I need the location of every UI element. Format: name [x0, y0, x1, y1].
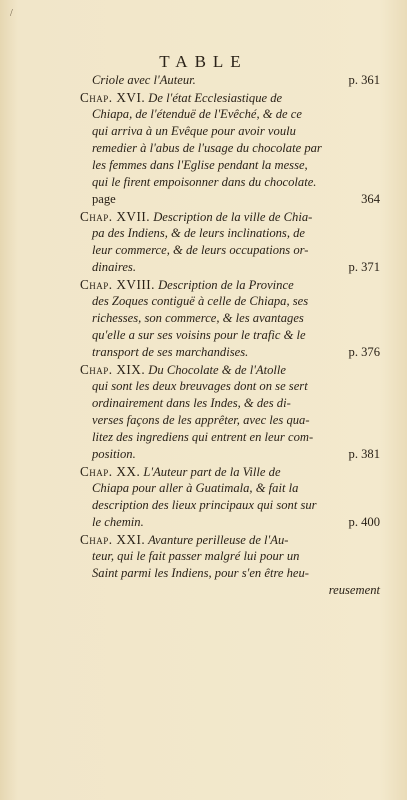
entry-line: pa des Indiens, & de leurs inclinations, de — [92, 226, 306, 240]
page-number: p. 371 — [348, 260, 380, 274]
entry-line: remedier à l'abus de l'usage du chocolate par — [92, 141, 322, 155]
entry-line: Description de la Province — [158, 278, 294, 292]
toc-entry — [80, 208, 380, 276]
toc-entry — [80, 276, 380, 361]
entry-line: reusement — [328, 583, 380, 597]
chapter-label: Chap. XX. — [80, 464, 141, 479]
entry-line: teur, qui le fait passer malgré lui pour un — [92, 549, 300, 563]
toc-entry — [80, 531, 380, 599]
page-number: 364 — [361, 192, 380, 206]
entry-line: Du Chocolate & de l'Atolle — [148, 363, 286, 377]
toc-entry — [80, 463, 380, 531]
entry-line: leur commerce, & de leurs occupations or- — [92, 243, 309, 257]
entry-line: qui arriva à un Evêque pour avoir voulu — [92, 124, 296, 138]
entry-line: qui sont les deux breuvages dont on se sert — [92, 379, 308, 393]
chapter-label: Chap. XIX. — [80, 362, 146, 377]
entry-line: De l'état Ecclesiastique de — [148, 91, 283, 105]
page-number: p. 381 — [348, 447, 380, 461]
margin-mark: / — [10, 8, 13, 19]
table-of-contents — [80, 72, 380, 599]
continued-entry — [80, 72, 380, 89]
chapter-label: Chap. XXI. — [80, 532, 146, 547]
entry-line: transport de ses marchandises. — [92, 345, 249, 359]
page-number: p. 361 — [348, 73, 380, 87]
chapter-label: Chap. XVIII. — [80, 277, 155, 292]
entry-line: des Zoques contiguë à celle de Chiapa, ses — [92, 294, 309, 308]
page-number: p. 400 — [348, 515, 380, 529]
entry-line: dinaires. — [92, 260, 136, 274]
entry-line: litez des ingrediens qui entrent en leur com- — [92, 430, 314, 444]
page-number: p. 376 — [348, 345, 380, 359]
entry-line: Chiapa pour aller à Guatimala, & fait la — [92, 481, 299, 495]
entry-line: qu'elle a sur ses voisins pour le trafic & le — [92, 328, 306, 342]
entry-line: description des lieux principaux qui sont sur — [92, 498, 317, 512]
entry-line: verses façons de les apprêter, avec les qua- — [92, 413, 310, 427]
continued-entry-text: Criole avec l'Auteur. — [92, 73, 196, 87]
toc-entry — [80, 89, 380, 208]
entry-line: Saint parmi les Indiens, pour s'en être heu- — [92, 566, 309, 580]
entry-line: richesses, son commerce, & les avantages — [92, 311, 304, 325]
page-label: page — [92, 192, 116, 206]
entry-line: les femmes dans l'Eglise pendant la messe, — [92, 158, 308, 172]
entry-line: L'Auteur part de la Ville de — [143, 465, 281, 479]
entry-line: le chemin. — [92, 515, 144, 529]
entry-line: Avanture perilleuse de l'Au- — [148, 533, 289, 547]
chapter-label: Chap. XVI. — [80, 90, 146, 105]
chapter-label: Chap. XVII. — [80, 209, 151, 224]
running-head: TABLE — [159, 52, 248, 71]
entry-line: position. — [92, 447, 136, 461]
toc-entry — [80, 361, 380, 463]
entry-line: ordinairement dans les Indes, & des di- — [92, 396, 291, 410]
entry-line: Description de la ville de Chia- — [153, 210, 313, 224]
entry-line: Chiapa, de l'étenduë de l'Evêché, & de ce — [92, 107, 302, 121]
entry-line: qui le firent empoisonner dans du chocolate. — [92, 175, 317, 189]
